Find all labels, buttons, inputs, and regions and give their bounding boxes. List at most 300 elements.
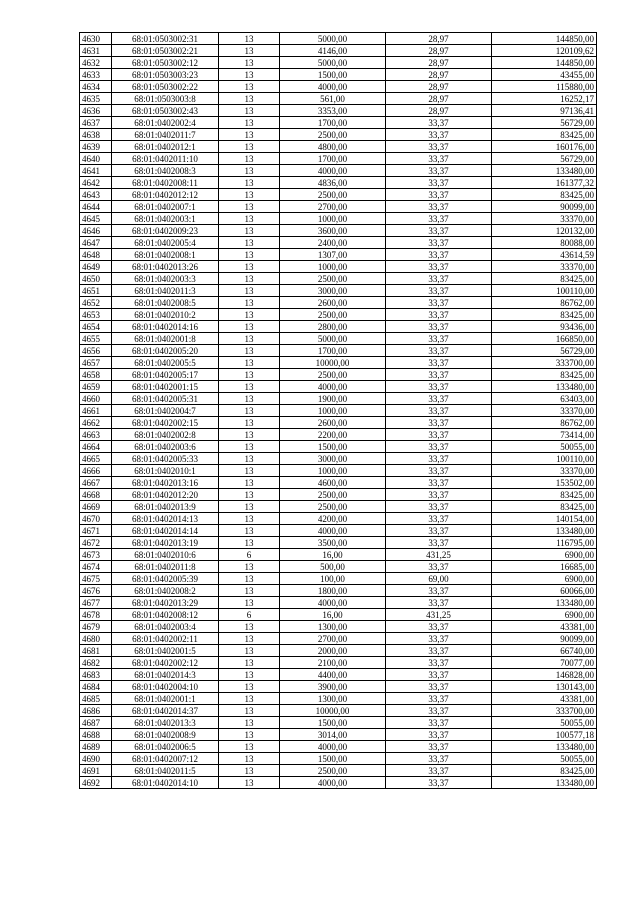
amount-cell: 115880,00 [492, 81, 597, 93]
row-number-cell: 4674 [80, 561, 112, 573]
amount-cell: 161377,32 [492, 177, 597, 189]
table-row [80, 57, 597, 69]
row-number-cell: 4636 [80, 105, 112, 117]
rate-cell: 33,37 [386, 369, 492, 381]
row-number-cell: 4675 [80, 573, 112, 585]
area-cell: 16,00 [280, 549, 386, 561]
cadastral-number-cell: 68:01:0402011:8 [112, 561, 219, 573]
cadastral-number-cell: 68:01:0402001:15 [112, 381, 219, 393]
table-row [80, 585, 597, 597]
category-cell: 13 [219, 45, 280, 57]
rate-cell: 33,37 [386, 249, 492, 261]
area-cell: 2700,00 [280, 633, 386, 645]
amount-cell: 50055,00 [492, 441, 597, 453]
area-cell: 10000,00 [280, 705, 386, 717]
table-row [80, 285, 597, 297]
row-number-cell: 4630 [80, 33, 112, 45]
amount-cell: 6900,00 [492, 549, 597, 561]
area-cell: 3000,00 [280, 453, 386, 465]
cadastral-number-cell: 68:01:0402014:3 [112, 669, 219, 681]
rate-cell: 33,37 [386, 297, 492, 309]
cadastral-number-cell: 68:01:0402008:9 [112, 729, 219, 741]
row-number-cell: 4665 [80, 453, 112, 465]
category-cell: 13 [219, 345, 280, 357]
table-row [80, 705, 597, 717]
amount-cell: 33370,00 [492, 465, 597, 477]
table-row [80, 129, 597, 141]
row-number-cell: 4645 [80, 213, 112, 225]
area-cell: 4600,00 [280, 477, 386, 489]
amount-cell: 83425,00 [492, 489, 597, 501]
table-row [80, 429, 597, 441]
amount-cell: 93436,00 [492, 321, 597, 333]
table-row [80, 201, 597, 213]
cadastral-number-cell: 68:01:0402014:14 [112, 525, 219, 537]
rate-cell: 33,37 [386, 765, 492, 777]
area-cell: 1000,00 [280, 213, 386, 225]
table-row [80, 393, 597, 405]
rate-cell: 33,37 [386, 729, 492, 741]
cadastral-number-cell: 68:01:0503002:31 [112, 33, 219, 45]
amount-cell: 116795,00 [492, 537, 597, 549]
amount-cell: 56729,00 [492, 117, 597, 129]
area-cell: 1000,00 [280, 261, 386, 273]
row-number-cell: 4680 [80, 633, 112, 645]
area-cell: 100,00 [280, 573, 386, 585]
table-row [80, 237, 597, 249]
cadastral-number-cell: 68:01:0402004:7 [112, 405, 219, 417]
category-cell: 13 [219, 405, 280, 417]
category-cell: 13 [219, 93, 280, 105]
category-cell: 13 [219, 249, 280, 261]
cadastral-number-cell: 68:01:0402002:4 [112, 117, 219, 129]
amount-cell: 130143,00 [492, 681, 597, 693]
area-cell: 3014,00 [280, 729, 386, 741]
cadastral-number-cell: 68:01:0402007:12 [112, 753, 219, 765]
amount-cell: 100110,00 [492, 453, 597, 465]
row-number-cell: 4654 [80, 321, 112, 333]
rate-cell: 33,37 [386, 753, 492, 765]
rate-cell: 33,37 [386, 285, 492, 297]
area-cell: 1700,00 [280, 117, 386, 129]
amount-cell: 43381,00 [492, 693, 597, 705]
cadastral-number-cell: 68:01:0402003:6 [112, 441, 219, 453]
area-cell: 4146,00 [280, 45, 386, 57]
area-cell: 2500,00 [280, 189, 386, 201]
amount-cell: 60066,00 [492, 585, 597, 597]
cadastral-number-cell: 68:01:0503002:21 [112, 45, 219, 57]
rate-cell: 33,37 [386, 201, 492, 213]
table-row [80, 153, 597, 165]
cadastral-number-cell: 68:01:0402014:10 [112, 777, 219, 789]
row-number-cell: 4656 [80, 345, 112, 357]
area-cell: 2800,00 [280, 321, 386, 333]
rate-cell: 33,37 [386, 489, 492, 501]
cadastral-number-cell: 68:01:0402002:8 [112, 429, 219, 441]
category-cell: 6 [219, 549, 280, 561]
table-row [80, 777, 597, 789]
table-row [80, 525, 597, 537]
rate-cell: 431,25 [386, 609, 492, 621]
amount-cell: 43381,00 [492, 621, 597, 633]
row-number-cell: 4667 [80, 477, 112, 489]
row-number-cell: 4669 [80, 501, 112, 513]
amount-cell: 33370,00 [492, 261, 597, 273]
rate-cell: 33,37 [386, 129, 492, 141]
table-row [80, 333, 597, 345]
rate-cell: 33,37 [386, 465, 492, 477]
rate-cell: 28,97 [386, 33, 492, 45]
area-cell: 4000,00 [280, 597, 386, 609]
row-number-cell: 4683 [80, 669, 112, 681]
cadastral-number-cell: 68:01:0402007:1 [112, 201, 219, 213]
cadastral-number-cell: 68:01:0402003:1 [112, 213, 219, 225]
area-cell: 2500,00 [280, 129, 386, 141]
area-cell: 5000,00 [280, 333, 386, 345]
category-cell: 13 [219, 753, 280, 765]
cadastral-number-cell: 68:01:0402008:5 [112, 297, 219, 309]
area-cell: 1900,00 [280, 393, 386, 405]
category-cell: 13 [219, 297, 280, 309]
row-number-cell: 4647 [80, 237, 112, 249]
category-cell: 13 [219, 633, 280, 645]
area-cell: 4000,00 [280, 525, 386, 537]
area-cell: 1000,00 [280, 465, 386, 477]
category-cell: 13 [219, 561, 280, 573]
row-number-cell: 4671 [80, 525, 112, 537]
row-number-cell: 4662 [80, 417, 112, 429]
category-cell: 13 [219, 621, 280, 633]
rate-cell: 33,37 [386, 417, 492, 429]
cadastral-number-cell: 68:01:0402005:5 [112, 357, 219, 369]
category-cell: 13 [219, 453, 280, 465]
row-number-cell: 4677 [80, 597, 112, 609]
rate-cell: 33,37 [386, 777, 492, 789]
row-number-cell: 4650 [80, 273, 112, 285]
table-row [80, 309, 597, 321]
row-number-cell: 4657 [80, 357, 112, 369]
category-cell: 13 [219, 225, 280, 237]
amount-cell: 83425,00 [492, 273, 597, 285]
category-cell: 13 [219, 681, 280, 693]
table-row [80, 477, 597, 489]
cadastral-number-cell: 68:01:0402005:17 [112, 369, 219, 381]
area-cell: 3353,00 [280, 105, 386, 117]
cadastral-number-cell: 68:01:0402013:16 [112, 477, 219, 489]
table-row [80, 345, 597, 357]
amount-cell: 133480,00 [492, 525, 597, 537]
amount-cell: 86762,00 [492, 417, 597, 429]
row-number-cell: 4660 [80, 393, 112, 405]
category-cell: 6 [219, 609, 280, 621]
cadastral-number-cell: 68:01:0402008:12 [112, 609, 219, 621]
area-cell: 2500,00 [280, 273, 386, 285]
cadastral-number-cell: 68:01:0402014:37 [112, 705, 219, 717]
cadastral-number-cell: 68:01:0402009:23 [112, 225, 219, 237]
row-number-cell: 4644 [80, 201, 112, 213]
area-cell: 2400,00 [280, 237, 386, 249]
amount-cell: 90099,00 [492, 633, 597, 645]
area-cell: 4836,00 [280, 177, 386, 189]
row-number-cell: 4643 [80, 189, 112, 201]
row-number-cell: 4637 [80, 117, 112, 129]
category-cell: 13 [219, 429, 280, 441]
table-row [80, 165, 597, 177]
amount-cell: 6900,00 [492, 609, 597, 621]
rate-cell: 33,37 [386, 393, 492, 405]
category-cell: 13 [219, 477, 280, 489]
category-cell: 13 [219, 657, 280, 669]
category-cell: 13 [219, 321, 280, 333]
rate-cell: 28,97 [386, 81, 492, 93]
table-row [80, 693, 597, 705]
row-number-cell: 4691 [80, 765, 112, 777]
row-number-cell: 4687 [80, 717, 112, 729]
rate-cell: 28,97 [386, 45, 492, 57]
row-number-cell: 4690 [80, 753, 112, 765]
amount-cell: 83425,00 [492, 189, 597, 201]
rate-cell: 33,37 [386, 645, 492, 657]
cadastral-number-cell: 68:01:0402008:3 [112, 165, 219, 177]
category-cell: 13 [219, 117, 280, 129]
area-cell: 4000,00 [280, 381, 386, 393]
rate-cell: 33,37 [386, 225, 492, 237]
area-cell: 1500,00 [280, 69, 386, 81]
area-cell: 2600,00 [280, 297, 386, 309]
rate-cell: 33,37 [386, 333, 492, 345]
row-number-cell: 4682 [80, 657, 112, 669]
table-row [80, 657, 597, 669]
area-cell: 1500,00 [280, 717, 386, 729]
rate-cell: 33,37 [386, 141, 492, 153]
row-number-cell: 4685 [80, 693, 112, 705]
category-cell: 13 [219, 441, 280, 453]
rate-cell: 33,37 [386, 597, 492, 609]
row-number-cell: 4689 [80, 741, 112, 753]
rate-cell: 33,37 [386, 477, 492, 489]
rate-cell: 33,37 [386, 153, 492, 165]
cadastral-number-cell: 68:01:0402013:29 [112, 597, 219, 609]
category-cell: 13 [219, 417, 280, 429]
category-cell: 13 [219, 729, 280, 741]
amount-cell: 73414,00 [492, 429, 597, 441]
amount-cell: 83425,00 [492, 309, 597, 321]
rate-cell: 33,37 [386, 381, 492, 393]
table-row [80, 33, 597, 45]
row-number-cell: 4655 [80, 333, 112, 345]
row-number-cell: 4646 [80, 225, 112, 237]
area-cell: 2100,00 [280, 657, 386, 669]
area-cell: 2700,00 [280, 201, 386, 213]
amount-cell: 333700,00 [492, 357, 597, 369]
area-cell: 3600,00 [280, 225, 386, 237]
table-row [80, 249, 597, 261]
cadastral-number-cell: 68:01:0402011:5 [112, 765, 219, 777]
cadastral-number-cell: 68:01:0402008:11 [112, 177, 219, 189]
area-cell: 2500,00 [280, 309, 386, 321]
area-cell: 1500,00 [280, 753, 386, 765]
rate-cell: 33,37 [386, 321, 492, 333]
category-cell: 13 [219, 381, 280, 393]
table-row [80, 669, 597, 681]
rate-cell: 33,37 [386, 501, 492, 513]
row-number-cell: 4673 [80, 549, 112, 561]
row-number-cell: 4661 [80, 405, 112, 417]
area-cell: 1300,00 [280, 621, 386, 633]
table-row [80, 765, 597, 777]
category-cell: 13 [219, 285, 280, 297]
category-cell: 13 [219, 489, 280, 501]
amount-cell: 83425,00 [492, 501, 597, 513]
area-cell: 3000,00 [280, 285, 386, 297]
cadastral-number-cell: 68:01:0402005:31 [112, 393, 219, 405]
rate-cell: 33,37 [386, 237, 492, 249]
row-number-cell: 4678 [80, 609, 112, 621]
cadastral-number-cell: 68:01:0402012:20 [112, 489, 219, 501]
amount-cell: 97136,41 [492, 105, 597, 117]
category-cell: 13 [219, 177, 280, 189]
category-cell: 13 [219, 129, 280, 141]
rate-cell: 28,97 [386, 93, 492, 105]
table-row [80, 465, 597, 477]
cadastral-number-cell: 68:01:0402013:9 [112, 501, 219, 513]
row-number-cell: 4631 [80, 45, 112, 57]
area-cell: 4200,00 [280, 513, 386, 525]
area-cell: 4800,00 [280, 141, 386, 153]
category-cell: 13 [219, 141, 280, 153]
table-body [80, 33, 597, 789]
rate-cell: 33,37 [386, 657, 492, 669]
row-number-cell: 4653 [80, 309, 112, 321]
table-row [80, 405, 597, 417]
cadastral-number-cell: 68:01:0402010:2 [112, 309, 219, 321]
cadastral-number-cell: 68:01:0503002:22 [112, 81, 219, 93]
category-cell: 13 [219, 273, 280, 285]
cadastral-number-cell: 68:01:0402005:39 [112, 573, 219, 585]
cadastral-number-cell: 68:01:0402013:3 [112, 717, 219, 729]
category-cell: 13 [219, 33, 280, 45]
rate-cell: 33,37 [386, 537, 492, 549]
row-number-cell: 4684 [80, 681, 112, 693]
amount-cell: 166850,00 [492, 333, 597, 345]
table-row [80, 81, 597, 93]
rate-cell: 33,37 [386, 213, 492, 225]
rate-cell: 28,97 [386, 69, 492, 81]
row-number-cell: 4633 [80, 69, 112, 81]
rate-cell: 33,37 [386, 681, 492, 693]
category-cell: 13 [219, 537, 280, 549]
cadastral-number-cell: 68:01:0402014:16 [112, 321, 219, 333]
rate-cell: 33,37 [386, 621, 492, 633]
table-row [80, 69, 597, 81]
category-cell: 13 [219, 645, 280, 657]
table-row [80, 717, 597, 729]
category-cell: 13 [219, 525, 280, 537]
amount-cell: 120109,62 [492, 45, 597, 57]
area-cell: 5000,00 [280, 57, 386, 69]
cadastral-number-cell: 68:01:0402003:3 [112, 273, 219, 285]
amount-cell: 153502,00 [492, 477, 597, 489]
category-cell: 13 [219, 693, 280, 705]
rate-cell: 69,00 [386, 573, 492, 585]
amount-cell: 90099,00 [492, 201, 597, 213]
amount-cell: 83425,00 [492, 369, 597, 381]
row-number-cell: 4638 [80, 129, 112, 141]
amount-cell: 100110,00 [492, 285, 597, 297]
table-row [80, 453, 597, 465]
amount-cell: 56729,00 [492, 153, 597, 165]
cadastral-number-cell: 68:01:0402001:5 [112, 645, 219, 657]
cadastral-number-cell: 68:01:0402004:10 [112, 681, 219, 693]
row-number-cell: 4648 [80, 249, 112, 261]
cadastral-number-cell: 68:01:0402012:12 [112, 189, 219, 201]
table-row [80, 741, 597, 753]
rate-cell: 33,37 [386, 633, 492, 645]
table-row [80, 357, 597, 369]
table-row [80, 513, 597, 525]
category-cell: 13 [219, 597, 280, 609]
cadastral-number-cell: 68:01:0402002:15 [112, 417, 219, 429]
amount-cell: 83425,00 [492, 765, 597, 777]
table-row [80, 225, 597, 237]
table-row [80, 45, 597, 57]
row-number-cell: 4664 [80, 441, 112, 453]
rate-cell: 33,37 [386, 453, 492, 465]
table-row [80, 321, 597, 333]
table-row [80, 729, 597, 741]
area-cell: 1700,00 [280, 153, 386, 165]
rate-cell: 33,37 [386, 585, 492, 597]
amount-cell: 70077,00 [492, 657, 597, 669]
category-cell: 13 [219, 669, 280, 681]
cadastral-number-cell: 68:01:0402003:4 [112, 621, 219, 633]
amount-cell: 43614,59 [492, 249, 597, 261]
cadastral-number-cell: 68:01:0402011:7 [112, 129, 219, 141]
table-row [80, 501, 597, 513]
cadastral-number-cell: 68:01:0402001:8 [112, 333, 219, 345]
amount-cell: 33370,00 [492, 405, 597, 417]
row-number-cell: 4642 [80, 177, 112, 189]
category-cell: 13 [219, 765, 280, 777]
row-number-cell: 4658 [80, 369, 112, 381]
table-row [80, 417, 597, 429]
rate-cell: 33,37 [386, 357, 492, 369]
cadastral-number-cell: 68:01:0503002:12 [112, 57, 219, 69]
table-row [80, 633, 597, 645]
cadastral-number-cell: 68:01:0402006:5 [112, 741, 219, 753]
area-cell: 2500,00 [280, 501, 386, 513]
category-cell: 13 [219, 501, 280, 513]
row-number-cell: 4632 [80, 57, 112, 69]
area-cell: 5000,00 [280, 33, 386, 45]
table-row [80, 189, 597, 201]
rate-cell: 33,37 [386, 705, 492, 717]
row-number-cell: 4672 [80, 537, 112, 549]
table-row [80, 381, 597, 393]
area-cell: 4000,00 [280, 777, 386, 789]
area-cell: 1800,00 [280, 585, 386, 597]
row-number-cell: 4659 [80, 381, 112, 393]
area-cell: 2500,00 [280, 369, 386, 381]
amount-cell: 83425,00 [492, 129, 597, 141]
row-number-cell: 4663 [80, 429, 112, 441]
amount-cell: 133480,00 [492, 777, 597, 789]
area-cell: 2000,00 [280, 645, 386, 657]
category-cell: 13 [219, 513, 280, 525]
row-number-cell: 4692 [80, 777, 112, 789]
table-row [80, 93, 597, 105]
category-cell: 13 [219, 105, 280, 117]
